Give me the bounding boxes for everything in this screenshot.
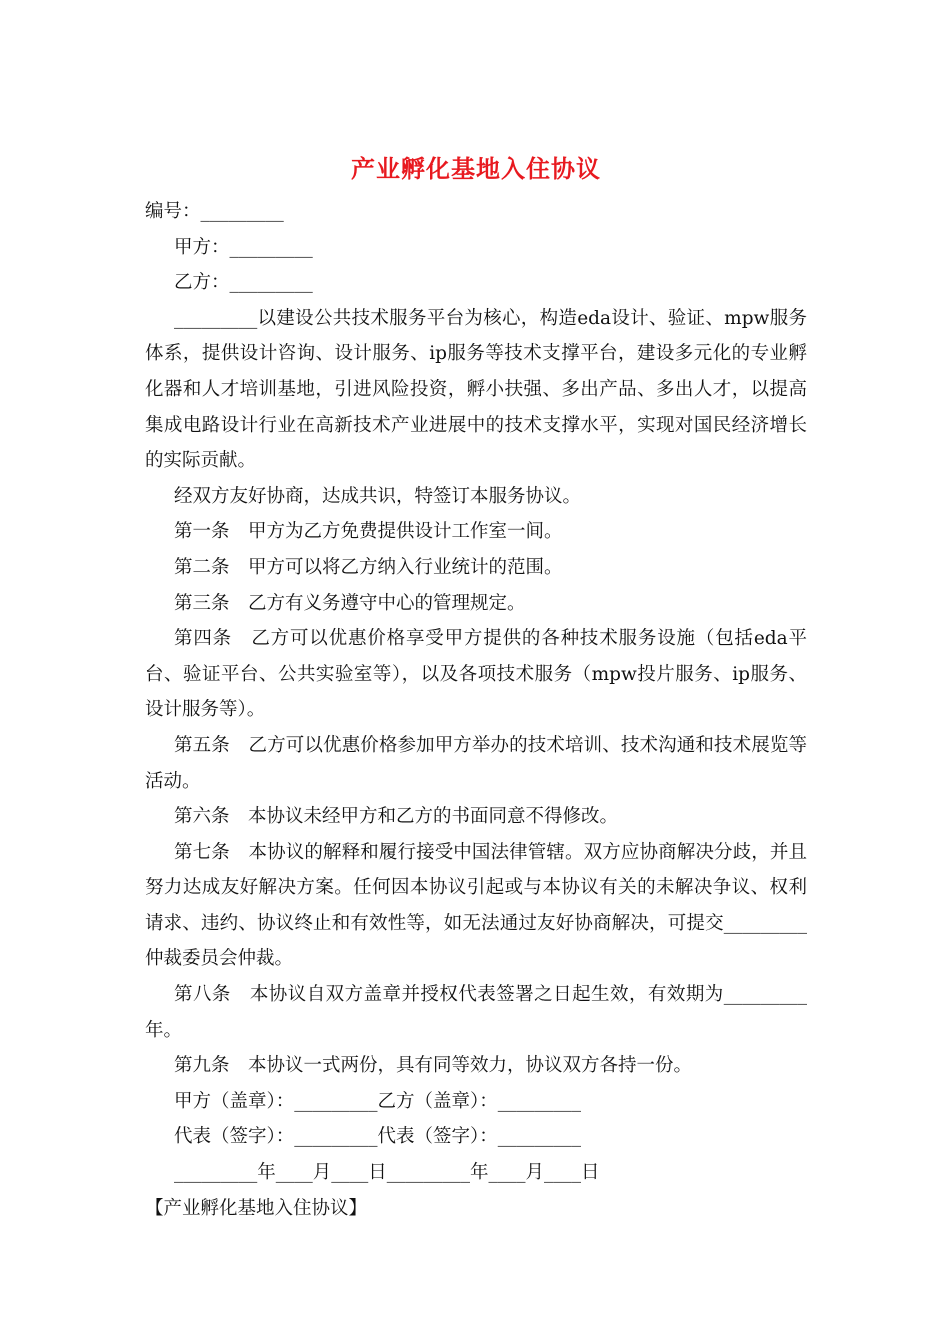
- article-7: 第七条 本协议的解释和履行接受中国法律管辖。双方应协商解决分歧，并且努力达成友好解决方案。任何因本协议引起或与本协议有关的未解决争议、权利请求、违约、协议终止和有效性等，如无法通过友好协商解决，可提交_________仲裁委员会仲裁。: [145, 841, 807, 970]
- intro-paragraph: _________以建设公共技术服务平台为核心，构造eda设计、验证、mpw服务体系，提供设计咨询、设计服务、ip服务等技术支撑平台，建设多元化的专业孵化器和人才培训基地，引进风险投资，孵小扶强、多出产品、多出人才，以提高集成电路设计行业在高新技术产业进展中的技术支撑水平，实现对国民经济增长的实际贡献。: [145, 307, 807, 472]
- document-page: [145, 148, 807, 1226]
- article-4: 第四条 乙方可以优惠价格享受甲方提供的各种技术服务设施（包括eda平台、验证平台、公共实验室等），以及各项技术服务（mpw投片服务、ip服务、设计服务等）。: [145, 628, 807, 721]
- date-line: _________年____月____日_________年____月____日: [174, 1162, 600, 1184]
- article-8: 第八条 本协议自双方盖章并授权代表签署之日起生效，有效期为_________年。: [145, 984, 807, 1041]
- article-6: 第六条 本协议未经甲方和乙方的书面同意不得修改。: [174, 806, 619, 828]
- article-2: 第二条 甲方可以将乙方纳入行业统计的范围。: [174, 556, 563, 578]
- seal-line: 甲方（盖章）：_________乙方（盖章）：_________: [174, 1090, 582, 1112]
- number-line: 编号：_________: [145, 201, 284, 222]
- representative-line: 代表（签字）：_________代表（签字）：_________: [174, 1126, 582, 1148]
- party-b-line: 乙方：_________: [174, 272, 313, 294]
- agreement-line: 经双方友好协商，达成共识，特签订本服务协议。: [174, 485, 582, 507]
- document-title: 产业孵化基地入住协议: [351, 154, 601, 183]
- article-1: 第一条 甲方为乙方免费提供设计工作室一间。: [174, 521, 563, 543]
- article-9: 第九条 本协议一式两份，具有同等效力，协议双方各持一份。: [174, 1055, 693, 1077]
- article-5: 第五条 乙方可以优惠价格参加甲方举办的技术培训、技术沟通和技术展览等活动。: [145, 734, 807, 792]
- article-3: 第三条 乙方有义务遵守中心的管理规定。: [174, 592, 526, 614]
- footer-note: 【产业孵化基地入住协议】: [145, 1197, 368, 1219]
- party-a-line: 甲方：_________: [174, 236, 313, 258]
